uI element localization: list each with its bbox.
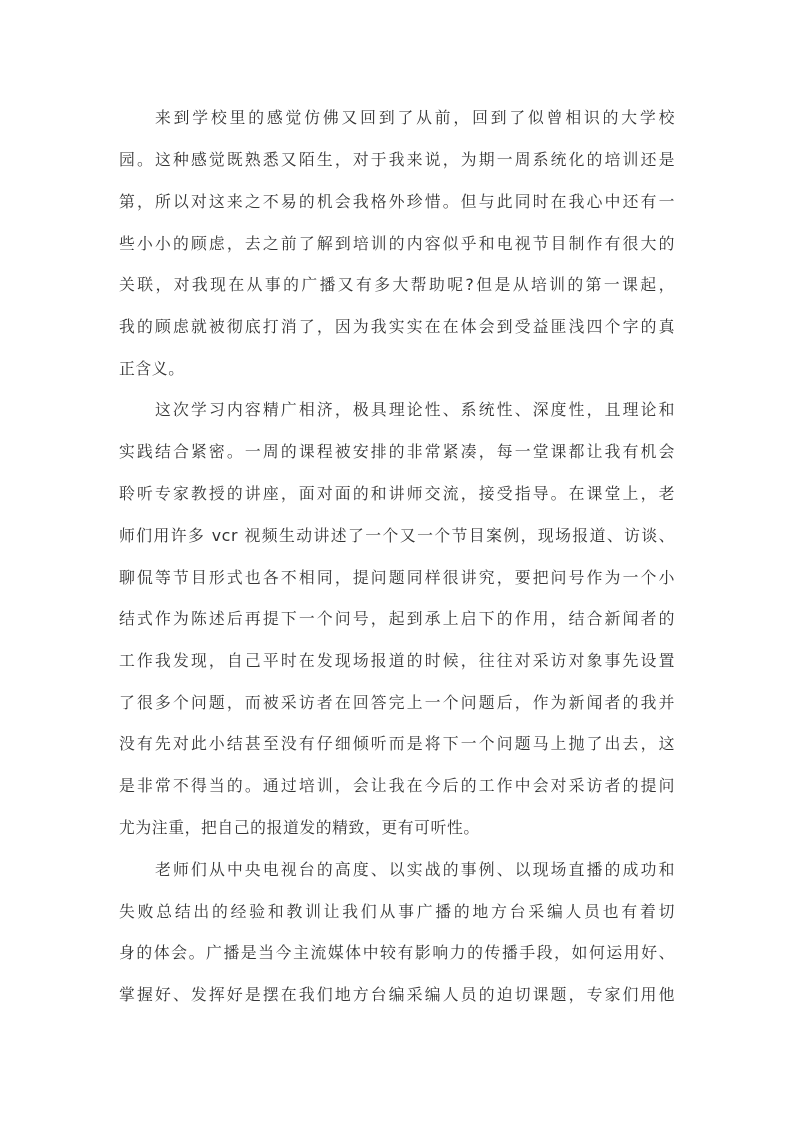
paragraph-2-line-7: 工作我发现，自己平时在发现场报道的时候，往往对采访对象事先设置 [119,651,675,670]
paragraph-3-line-2: 失败总结出的经验和教训让我们从事广播的地方台采编人员也有着切 [119,902,675,921]
paragraph-2-line-2: 实践结合紧密。一周的课程被安排的非常紧凑，每一堂课都让我有机会 [119,442,675,461]
paragraph-3-line-1: 老师们从中央电视台的高度、以实战的事例、以现场直播的成功和 [155,860,675,879]
paragraph-2-line-8: 了很多个问题，而被采访者在回答完上一个问题后，作为新闻者的我并 [119,693,675,712]
paragraph-1-line-2: 园。这种感觉既熟悉又陌生，对于我来说，为期一周系统化的培训还是 [119,150,675,169]
paragraph-1-line-7: 正含义。 [119,359,185,378]
paragraph-2-line-10: 是非常不得当的。通过培训，会让我在今后的工作中会对采访者的提问 [119,776,675,795]
paragraph-3-line-4: 掌握好、发挥好是摆在我们地方台编采编人员的迫切课题，专家们用他 [119,985,675,1004]
paragraph-1-line-5: 关联，对我现在从事的广播又有多大帮助呢?但是从培训的第一课起， [119,275,675,294]
paragraph-1-line-6: 我的顾虑就被彻底打消了，因为我实实在在体会到受益匪浅四个字的真 [119,317,675,336]
paragraph-2-line-1: 这次学习内容精广相济，极具理论性、系统性、深度性，且理论和 [155,400,675,419]
paragraph-2-line-11: 尤为注重，把自己的报道发的精致，更有可听性。 [119,818,480,837]
paragraph-1-line-4: 些小小的顾虑，去之前了解到培训的内容似乎和电视节目制作有很大的 [119,234,675,253]
paragraph-2-line-9: 没有先对此小结甚至没有仔细倾听而是将下一个问题马上抛了出去，这 [119,734,675,753]
paragraph-1-line-3: 第，所以对这来之不易的机会我格外珍惜。但与此同时在我心中还有一 [119,192,675,211]
paragraph-1-line-1: 来到学校里的感觉仿佛又回到了从前，回到了似曾相识的大学校 [155,108,675,127]
paragraph-2-line-3: 聆听专家教授的讲座，面对面的和讲师交流，接受指导。在课堂上，老 [119,484,675,503]
paragraph-2-line-5: 聊侃等节目形式也各不相同，提问题同样很讲究，要把问号作为一个小 [119,568,675,587]
paragraph-3-line-3: 身的体会。广播是当今主流媒体中较有影响力的传播手段，如何运用好、 [119,943,675,962]
paragraph-2-line-4: 师们用许多 vcr 视频生动讲述了一个又一个节目案例，现场报道、访谈、 [119,526,675,545]
paragraph-2-line-6: 结式作为陈述后再提下一个问号，起到承上启下的作用，结合新闻者的 [119,609,675,628]
